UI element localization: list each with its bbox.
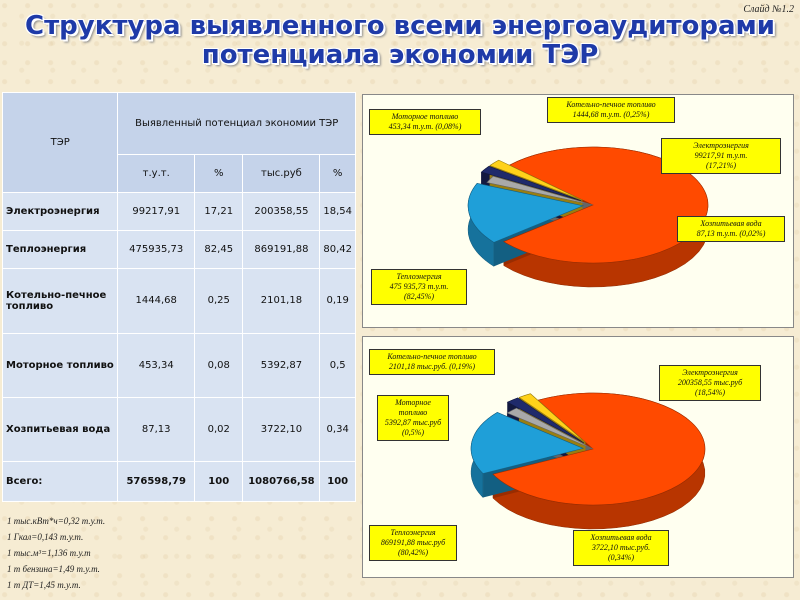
table-row <box>3 269 356 333</box>
label-line: 3722,10 тыс.руб. <box>591 543 651 552</box>
label-line: 200358,55 тыс.руб <box>677 378 743 387</box>
header-pct-2: % <box>320 155 356 193</box>
cell-pct-1: 17,21 <box>195 193 243 231</box>
label-line: 99217,91 т.у.т. <box>694 151 748 160</box>
cell-pct-1: 82,45 <box>195 231 243 269</box>
cell-tut: 99217,91 <box>118 193 195 231</box>
total-pct-2: 100 <box>320 462 356 502</box>
cell-rub: 3722,10 <box>243 397 320 461</box>
page-title <box>0 12 800 70</box>
header-tut: т.у.т. <box>118 155 195 193</box>
note-line: 1 тыс.м³=1,136 т.у.т <box>7 548 91 558</box>
cell-rub: 2101,18 <box>243 269 320 333</box>
row-name: Котельно-печное топливо <box>3 269 118 333</box>
label-line: Хозпитьевая вода <box>590 533 652 542</box>
label-line: (80,42%) <box>398 548 428 557</box>
note-line: 1 т ДТ=1,45 т.у.т. <box>7 580 81 590</box>
cell-pct-2: 0,5 <box>320 333 356 397</box>
row-name: Электроэнергия <box>3 193 118 231</box>
cell-tut: 1444,68 <box>118 269 195 333</box>
cell-rub: 200358,55 <box>243 193 320 231</box>
table-row <box>3 231 356 269</box>
label-line: Теплоэнергия <box>390 528 436 537</box>
title-line-1: Структура выявленного всеми энергоаудиторами <box>24 11 775 41</box>
cell-pct-1: 0,25 <box>195 269 243 333</box>
label-line: (82,45%) <box>404 292 434 301</box>
label-line: (0,34%) <box>608 553 634 562</box>
label-line: 87,13 т.у.т. (0,02%) <box>696 229 766 238</box>
label-heat <box>371 269 467 305</box>
header-rub: тыс.руб <box>243 155 320 193</box>
label-boiler-fuel <box>369 349 495 375</box>
label-line: 869191,88 тыс.руб <box>380 538 446 547</box>
label-line: (17,21%) <box>706 161 736 170</box>
label-line: 1444,68 т.у.т. (0,25%) <box>572 110 650 119</box>
pie-chart-tut <box>362 94 794 328</box>
table-row <box>3 333 356 397</box>
label-motor-fuel <box>377 395 449 441</box>
total-name: Всего: <box>3 462 118 502</box>
cell-rub: 5392,87 <box>243 333 320 397</box>
header-pct-1: % <box>195 155 243 193</box>
label-line: Моторное топливо <box>395 398 431 417</box>
cell-pct-1: 0,08 <box>195 333 243 397</box>
label-water <box>573 530 669 566</box>
ter-table <box>2 92 356 502</box>
label-line: Электроэнергия <box>693 141 749 150</box>
cell-rub: 869191,88 <box>243 231 320 269</box>
cell-tut: 87,13 <box>118 397 195 461</box>
cell-pct-2: 0,34 <box>320 397 356 461</box>
label-line: Электроэнергия <box>682 368 738 377</box>
cell-pct-2: 80,42 <box>320 231 356 269</box>
total-rub: 1080766,58 <box>243 462 320 502</box>
cell-pct-2: 18,54 <box>320 193 356 231</box>
title-line-2: потенциала экономии ТЭР <box>201 40 599 70</box>
conversion-notes <box>7 513 105 593</box>
label-heat <box>369 525 457 561</box>
label-boiler-fuel <box>547 97 675 123</box>
note-line: 1 т бензина=1,49 т.у.т. <box>7 564 100 574</box>
label-line: Моторное топливо <box>391 112 459 121</box>
label-line: Теплоэнергия <box>396 272 442 281</box>
total-tut: 576598,79 <box>118 462 195 502</box>
label-line: (18,54%) <box>695 388 725 397</box>
label-line: 453,34 т.у.т. (0,08%) <box>388 122 462 131</box>
table-row <box>3 193 356 231</box>
table-total-row <box>3 462 356 502</box>
label-line: (0,5%) <box>402 428 424 437</box>
total-pct-1: 100 <box>195 462 243 502</box>
label-line: 5392,87 тыс.руб <box>384 418 442 427</box>
slide-number: Слайд №1.2 <box>743 4 794 15</box>
label-line: Котельно-печное топливо <box>387 352 477 361</box>
label-line: 475 935,73 т.у.т. <box>389 282 449 291</box>
cell-tut: 453,34 <box>118 333 195 397</box>
header-potential: Выявленный потенциал экономии ТЭР <box>118 93 356 155</box>
cell-tut: 475935,73 <box>118 231 195 269</box>
label-line: 2101,18 тыс.руб. (0,19%) <box>388 362 476 371</box>
cell-pct-1: 0,02 <box>195 397 243 461</box>
label-line: Котельно-печное топливо <box>566 100 656 109</box>
row-name: Моторное топливо <box>3 333 118 397</box>
row-name: Хозпитьевая вода <box>3 397 118 461</box>
label-line: Хозпитьевая вода <box>700 219 762 228</box>
note-line: 1 Гкал=0,143 т.у.т. <box>7 532 84 542</box>
label-electricity <box>659 365 761 401</box>
row-name: Теплоэнергия <box>3 231 118 269</box>
note-line: 1 тыс.кВт*ч=0,32 т.у.т. <box>7 516 106 526</box>
header-ter: ТЭР <box>3 93 118 193</box>
label-water <box>677 216 785 242</box>
cell-pct-2: 0,19 <box>320 269 356 333</box>
label-motor-fuel <box>369 109 481 135</box>
table-row <box>3 397 356 461</box>
pie-chart-rub <box>362 336 794 578</box>
label-electricity <box>661 138 781 174</box>
